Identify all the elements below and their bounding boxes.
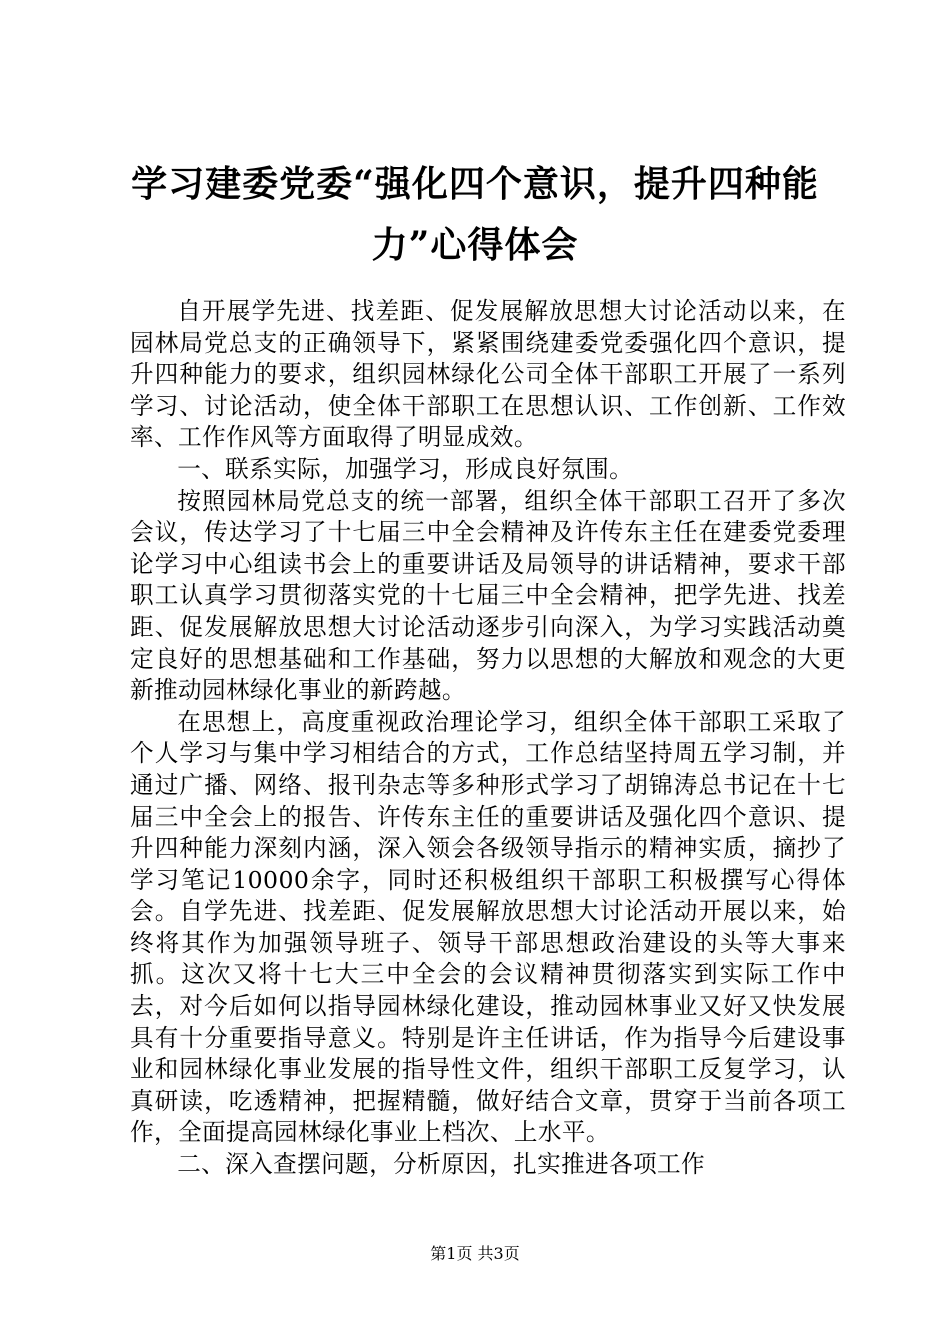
paragraph-deployment: 按照园林局党总支的统一部署，组织全体干部职工召开了多次会议，传达学习了十七届三中全会精神及许传东主任在建委党委理论学习中心组读书会上的重要讲话及局领导的讲话精神，要求干部职工认真学习贯彻落实党的十七届三中全会精神，把学先进、找差距、促发展解放思想大讨论活动逐步引向深入，为学习实践活动奠定良好的思想基础和工作基础，努力以思想的大解放和观念的大更新推动园林绿化事业的新跨越。: [130, 486, 846, 705]
page-footer: 第1页 共3页: [430, 1244, 520, 1263]
section-heading-1: 一、联系实际，加强学习，形成良好氛围。: [177, 454, 634, 483]
paragraph-ideology: 在思想上，高度重视政治理论学习，组织全体干部职工采取了个人学习与集中学习相结合的方式，工作总结坚持周五学习制，并通过广播、网络、报刊杂志等多种形式学习了胡锦涛总书记在十七届三中全会上的报告、许传东主任的重要讲话及强化四个意识、提升四种能力深刻内涵，深入领会各级领导指示的精神实质，摘抄了学习笔记10000余字，同时还积极组织干部职工积极撰写心得体会。自学先进、找差距、促发展解放思想大讨论活动开展以来，始终将其作为加强领导班子、领导干部思想政治建设的头等大事来抓。这次又将十七大三中全会的会议精神贯彻落实到实际工作中去，对今后如何以指导园林绿化建设，推动园林事业又好又快发展具有十分重要指导意义。特别是许主任讲话，作为指导今后建设事业和园林绿化事业发展的指导性文件，组织干部职工反复学习，认真研读，吃透精神，把握精髓，做好结合文章，贯穿于当前各项工作，全面提高园林绿化事业上档次、上水平。: [130, 707, 846, 1147]
document-body: [130, 296, 846, 1181]
paragraph-intro: 自开展学先进、找差距、促发展解放思想大讨论活动以来，在园林局党总支的正确领导下，紧紧围绕建委党委强化四个意识，提升四种能力的要求，组织园林绿化公司全体干部职工开展了一系列学习、讨论活动，使全体干部职工在思想认识、工作创新、工作效率、工作作风等方面取得了明显成效。: [130, 297, 846, 452]
document-title-line-1: 学习建委党委“强化四个意识，提升四种能: [131, 163, 819, 205]
section-heading-2: 二、深入查摆问题，分析原因，扎实推进各项工作: [177, 1150, 706, 1179]
document-title-line-2: 力”心得体会: [371, 224, 579, 266]
